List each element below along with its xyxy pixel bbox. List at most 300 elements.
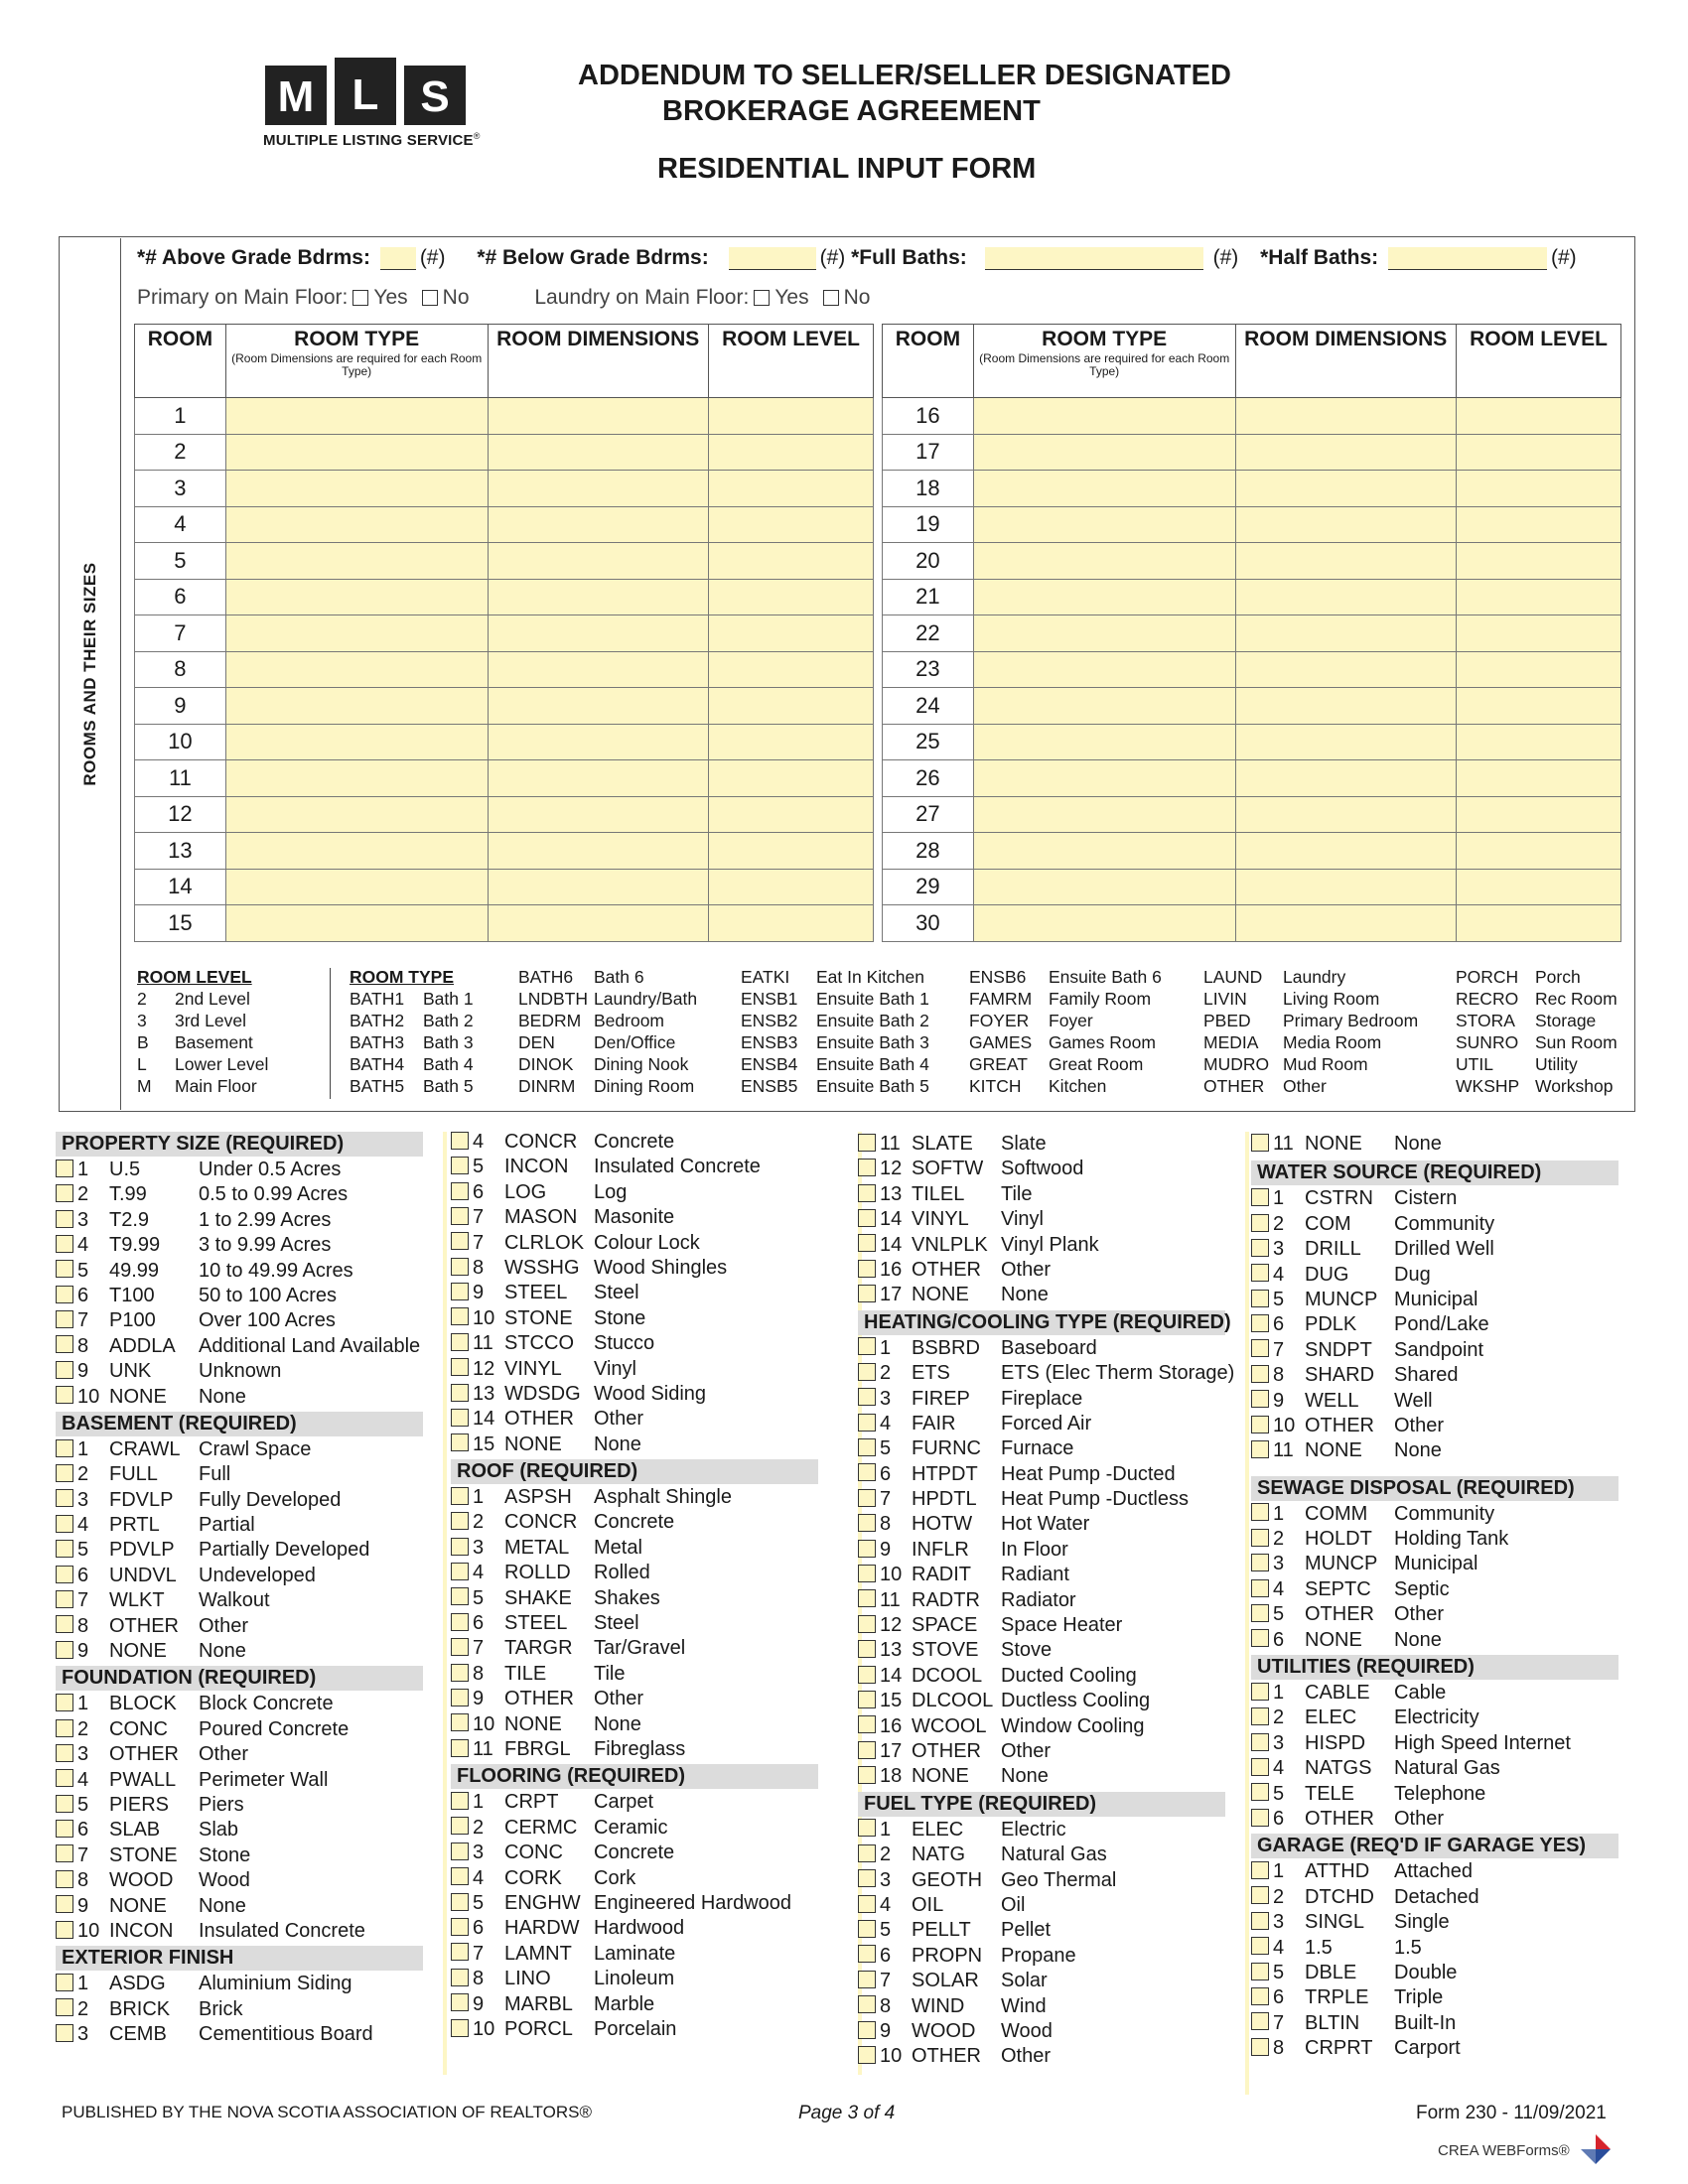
option-checkbox[interactable]: [56, 1160, 73, 1177]
option-row[interactable]: [1251, 1706, 1618, 1730]
option-row[interactable]: [1251, 1731, 1618, 1756]
option-row[interactable]: [56, 1158, 423, 1182]
option-row[interactable]: [56, 1742, 423, 1767]
option-row[interactable]: [56, 1768, 423, 1793]
option-row[interactable]: [56, 1614, 423, 1639]
option-row[interactable]: [56, 1259, 423, 1284]
option-row[interactable]: [1251, 1961, 1618, 1985]
option-checkbox[interactable]: [858, 1489, 876, 1507]
option-row[interactable]: [56, 1385, 423, 1410]
option-row[interactable]: [451, 1155, 818, 1179]
option-checkbox[interactable]: [451, 2019, 469, 2037]
room-level-cell[interactable]: [708, 833, 873, 870]
room-level-cell[interactable]: [708, 651, 873, 688]
option-row[interactable]: [451, 1866, 818, 1891]
option-checkbox[interactable]: [451, 1487, 469, 1505]
option-row[interactable]: [56, 1564, 423, 1588]
option-checkbox[interactable]: [451, 1867, 469, 1885]
option-row[interactable]: [451, 2017, 818, 2042]
option-checkbox[interactable]: [858, 1463, 876, 1481]
room-type-cell[interactable]: [973, 434, 1235, 471]
option-checkbox[interactable]: [56, 1921, 73, 1939]
option-row[interactable]: [858, 1944, 1225, 1969]
room-level-cell[interactable]: [708, 760, 873, 797]
option-row[interactable]: [1251, 1338, 1618, 1363]
option-row[interactable]: [858, 1739, 1225, 1764]
room-type-cell[interactable]: [973, 543, 1235, 580]
option-row[interactable]: [56, 1462, 423, 1487]
room-type-cell[interactable]: [973, 905, 1235, 942]
room-type-cell[interactable]: [225, 760, 488, 797]
option-checkbox[interactable]: [1251, 1683, 1269, 1701]
option-checkbox[interactable]: [1251, 1314, 1269, 1332]
option-row[interactable]: [858, 1487, 1225, 1512]
room-level-cell[interactable]: [708, 905, 873, 942]
option-checkbox[interactable]: [1251, 1963, 1269, 1980]
option-row[interactable]: [451, 1662, 818, 1687]
below-grade-input[interactable]: [729, 247, 816, 270]
option-row[interactable]: [56, 1843, 423, 1868]
option-row[interactable]: [858, 1613, 1225, 1638]
option-checkbox[interactable]: [56, 1719, 73, 1737]
option-checkbox[interactable]: [858, 2021, 876, 2039]
option-checkbox[interactable]: [56, 1974, 73, 1991]
option-row[interactable]: [858, 1538, 1225, 1563]
room-type-cell[interactable]: [225, 869, 488, 905]
option-checkbox[interactable]: [451, 1893, 469, 1911]
option-row[interactable]: [1251, 1681, 1618, 1706]
room-type-cell[interactable]: [225, 615, 488, 652]
room-level-cell[interactable]: [1456, 796, 1620, 833]
option-checkbox[interactable]: [56, 1310, 73, 1328]
option-row[interactable]: [1251, 1237, 1618, 1262]
option-checkbox[interactable]: [858, 1260, 876, 1278]
option-checkbox[interactable]: [451, 1587, 469, 1605]
option-checkbox[interactable]: [858, 1209, 876, 1227]
option-row[interactable]: [451, 1382, 818, 1407]
room-level-cell[interactable]: [708, 615, 873, 652]
option-checkbox[interactable]: [56, 1870, 73, 1888]
option-checkbox[interactable]: [858, 1184, 876, 1202]
option-row[interactable]: [858, 1994, 1225, 2019]
option-checkbox[interactable]: [451, 1307, 469, 1325]
room-dimensions-cell[interactable]: [1235, 905, 1456, 942]
option-checkbox[interactable]: [1251, 1987, 1269, 2005]
option-row[interactable]: [858, 1387, 1225, 1412]
option-checkbox[interactable]: [1251, 1188, 1269, 1206]
option-checkbox[interactable]: [451, 1132, 469, 1150]
option-row[interactable]: [1251, 1885, 1618, 1910]
laundry-no-checkbox[interactable]: [823, 290, 839, 306]
option-checkbox[interactable]: [858, 1438, 876, 1456]
option-checkbox[interactable]: [1251, 1809, 1269, 1827]
option-row[interactable]: [858, 1893, 1225, 1918]
option-row[interactable]: [1251, 1985, 1618, 2010]
primary-no-checkbox[interactable]: [422, 290, 438, 306]
room-level-cell[interactable]: [708, 688, 873, 725]
option-checkbox[interactable]: [858, 1234, 876, 1252]
room-dimensions-cell[interactable]: [488, 905, 708, 942]
option-row[interactable]: [1251, 2011, 1618, 2036]
room-type-cell[interactable]: [973, 760, 1235, 797]
room-level-cell[interactable]: [1456, 760, 1620, 797]
option-checkbox[interactable]: [1251, 1861, 1269, 1879]
option-row[interactable]: [858, 1843, 1225, 1867]
option-row[interactable]: [56, 1182, 423, 1207]
option-checkbox[interactable]: [451, 1843, 469, 1860]
room-type-cell[interactable]: [225, 471, 488, 507]
option-row[interactable]: [1251, 1527, 1618, 1552]
option-row[interactable]: [1251, 1288, 1618, 1312]
room-dimensions-cell[interactable]: [488, 869, 708, 905]
option-row[interactable]: [56, 1334, 423, 1359]
room-dimensions-cell[interactable]: [488, 398, 708, 435]
room-level-cell[interactable]: [1456, 471, 1620, 507]
option-row[interactable]: [858, 1818, 1225, 1843]
above-grade-input[interactable]: [380, 247, 416, 270]
room-level-cell[interactable]: [1456, 688, 1620, 725]
room-level-cell[interactable]: [1456, 398, 1620, 435]
room-level-cell[interactable]: [708, 434, 873, 471]
option-checkbox[interactable]: [451, 1739, 469, 1757]
option-checkbox[interactable]: [858, 1920, 876, 1938]
room-type-cell[interactable]: [973, 615, 1235, 652]
option-row[interactable]: [1251, 1936, 1618, 1961]
option-row[interactable]: [858, 1283, 1225, 1307]
option-row[interactable]: [858, 1233, 1225, 1258]
option-checkbox[interactable]: [1251, 1604, 1269, 1622]
primary-yes-checkbox[interactable]: [352, 290, 368, 306]
room-level-cell[interactable]: [1456, 869, 1620, 905]
room-level-cell[interactable]: [708, 506, 873, 543]
option-checkbox[interactable]: [56, 1615, 73, 1633]
room-type-cell[interactable]: [225, 543, 488, 580]
option-checkbox[interactable]: [1251, 1264, 1269, 1282]
room-type-cell[interactable]: [973, 579, 1235, 615]
option-row[interactable]: [451, 1916, 818, 1941]
option-checkbox[interactable]: [858, 1715, 876, 1733]
option-row[interactable]: [56, 1639, 423, 1664]
option-checkbox[interactable]: [858, 1514, 876, 1532]
option-row[interactable]: [56, 1919, 423, 1944]
room-level-cell[interactable]: [1456, 579, 1620, 615]
option-row[interactable]: [1251, 1132, 1618, 1157]
room-type-cell[interactable]: [973, 471, 1235, 507]
option-row[interactable]: [451, 1891, 818, 1916]
option-checkbox[interactable]: [1251, 1503, 1269, 1521]
option-checkbox[interactable]: [451, 1817, 469, 1835]
option-checkbox[interactable]: [56, 1769, 73, 1787]
option-checkbox[interactable]: [451, 1713, 469, 1731]
option-row[interactable]: [451, 1687, 818, 1711]
option-row[interactable]: [858, 1258, 1225, 1283]
option-checkbox[interactable]: [858, 1388, 876, 1406]
option-checkbox[interactable]: [56, 1286, 73, 1303]
option-checkbox[interactable]: [451, 1689, 469, 1706]
option-row[interactable]: [451, 1510, 818, 1535]
room-dimensions-cell[interactable]: [1235, 543, 1456, 580]
room-dimensions-cell[interactable]: [488, 543, 708, 580]
option-checkbox[interactable]: [56, 1361, 73, 1379]
option-row[interactable]: [858, 1462, 1225, 1487]
option-row[interactable]: [1251, 1602, 1618, 1627]
room-level-cell[interactable]: [1456, 724, 1620, 760]
room-level-cell[interactable]: [1456, 506, 1620, 543]
option-checkbox[interactable]: [1251, 1290, 1269, 1307]
option-row[interactable]: [451, 1816, 818, 1841]
option-row[interactable]: [1251, 1312, 1618, 1337]
option-checkbox[interactable]: [451, 1613, 469, 1631]
option-row[interactable]: [1251, 1414, 1618, 1438]
option-checkbox[interactable]: [56, 1489, 73, 1507]
room-type-cell[interactable]: [225, 398, 488, 435]
option-checkbox[interactable]: [858, 1819, 876, 1837]
option-checkbox[interactable]: [1251, 1339, 1269, 1357]
option-row[interactable]: [451, 1942, 818, 1967]
option-checkbox[interactable]: [56, 1795, 73, 1813]
option-row[interactable]: [451, 1205, 818, 1230]
room-level-cell[interactable]: [1456, 615, 1620, 652]
option-checkbox[interactable]: [451, 1664, 469, 1682]
laundry-yes-checkbox[interactable]: [754, 290, 770, 306]
option-checkbox[interactable]: [858, 1945, 876, 1963]
room-dimensions-cell[interactable]: [1235, 760, 1456, 797]
option-checkbox[interactable]: [1251, 2038, 1269, 2056]
option-row[interactable]: [858, 1664, 1225, 1689]
option-row[interactable]: [1251, 1859, 1618, 1884]
option-checkbox[interactable]: [858, 1540, 876, 1558]
option-row[interactable]: [858, 1132, 1225, 1157]
option-row[interactable]: [451, 1586, 818, 1611]
option-row[interactable]: [56, 1359, 423, 1384]
room-dimensions-cell[interactable]: [1235, 651, 1456, 688]
option-checkbox[interactable]: [858, 1589, 876, 1607]
option-checkbox[interactable]: [451, 1918, 469, 1936]
option-row[interactable]: [451, 1737, 818, 1762]
room-dimensions-cell[interactable]: [1235, 398, 1456, 435]
room-dimensions-cell[interactable]: [1235, 869, 1456, 905]
room-type-cell[interactable]: [225, 434, 488, 471]
option-checkbox[interactable]: [1251, 1758, 1269, 1776]
room-type-cell[interactable]: [225, 688, 488, 725]
option-row[interactable]: [858, 1336, 1225, 1361]
option-checkbox[interactable]: [56, 1386, 73, 1404]
option-checkbox[interactable]: [1251, 1390, 1269, 1408]
option-checkbox[interactable]: [858, 1869, 876, 1887]
option-checkbox[interactable]: [56, 1184, 73, 1202]
option-row[interactable]: [56, 1233, 423, 1258]
option-checkbox[interactable]: [56, 1515, 73, 1533]
option-checkbox[interactable]: [858, 1565, 876, 1582]
room-type-cell[interactable]: [225, 796, 488, 833]
option-checkbox[interactable]: [451, 1969, 469, 1986]
option-row[interactable]: [451, 1433, 818, 1457]
option-row[interactable]: [451, 1636, 818, 1661]
option-checkbox[interactable]: [1251, 1579, 1269, 1597]
option-row[interactable]: [56, 1588, 423, 1613]
option-checkbox[interactable]: [451, 1333, 469, 1351]
option-checkbox[interactable]: [451, 1207, 469, 1225]
option-checkbox[interactable]: [56, 1744, 73, 1762]
option-row[interactable]: [451, 1130, 818, 1155]
room-type-cell[interactable]: [973, 869, 1235, 905]
option-checkbox[interactable]: [858, 1741, 876, 1759]
option-checkbox[interactable]: [56, 2024, 73, 2042]
option-row[interactable]: [858, 2019, 1225, 2044]
option-checkbox[interactable]: [858, 1666, 876, 1684]
option-checkbox[interactable]: [858, 1895, 876, 1913]
option-checkbox[interactable]: [451, 1993, 469, 2011]
option-row[interactable]: [56, 1868, 423, 1893]
option-row[interactable]: [1251, 1628, 1618, 1653]
option-row[interactable]: [858, 1436, 1225, 1461]
option-row[interactable]: [858, 1512, 1225, 1537]
option-row[interactable]: [451, 1790, 818, 1815]
room-dimensions-cell[interactable]: [1235, 796, 1456, 833]
option-row[interactable]: [56, 1538, 423, 1563]
option-checkbox[interactable]: [858, 1363, 876, 1381]
option-checkbox[interactable]: [56, 1820, 73, 1838]
option-row[interactable]: [858, 1563, 1225, 1587]
room-dimensions-cell[interactable]: [1235, 506, 1456, 543]
room-type-cell[interactable]: [225, 905, 488, 942]
option-row[interactable]: [1251, 1910, 1618, 1935]
option-row[interactable]: [1251, 2036, 1618, 2061]
option-checkbox[interactable]: [56, 1464, 73, 1482]
option-row[interactable]: [858, 1969, 1225, 1993]
room-type-cell[interactable]: [973, 724, 1235, 760]
option-checkbox[interactable]: [451, 1384, 469, 1402]
room-level-cell[interactable]: [708, 869, 873, 905]
room-type-cell[interactable]: [973, 796, 1235, 833]
room-level-cell[interactable]: [708, 796, 873, 833]
room-level-cell[interactable]: [708, 579, 873, 615]
option-checkbox[interactable]: [1251, 2012, 1269, 2030]
option-checkbox[interactable]: [858, 1995, 876, 2013]
option-checkbox[interactable]: [1251, 1239, 1269, 1257]
option-row[interactable]: [858, 1412, 1225, 1436]
option-checkbox[interactable]: [1251, 1783, 1269, 1801]
room-dimensions-cell[interactable]: [488, 651, 708, 688]
option-row[interactable]: [1251, 1212, 1618, 1237]
room-type-cell[interactable]: [225, 833, 488, 870]
room-level-cell[interactable]: [708, 543, 873, 580]
option-row[interactable]: [1251, 1263, 1618, 1288]
option-row[interactable]: [451, 1180, 818, 1205]
option-checkbox[interactable]: [451, 1538, 469, 1556]
option-row[interactable]: [858, 1361, 1235, 1386]
option-checkbox[interactable]: [451, 1232, 469, 1250]
option-checkbox[interactable]: [56, 1540, 73, 1558]
option-row[interactable]: [451, 1331, 818, 1356]
option-row[interactable]: [1251, 1782, 1618, 1807]
option-checkbox[interactable]: [451, 1258, 469, 1276]
option-row[interactable]: [1251, 1756, 1618, 1781]
room-level-cell[interactable]: [1456, 651, 1620, 688]
room-dimensions-cell[interactable]: [1235, 434, 1456, 471]
option-checkbox[interactable]: [56, 1895, 73, 1913]
full-baths-input[interactable]: [985, 247, 1203, 270]
option-row[interactable]: [858, 1918, 1225, 1943]
option-checkbox[interactable]: [1251, 1134, 1269, 1152]
option-checkbox[interactable]: [451, 1433, 469, 1451]
room-type-cell[interactable]: [973, 398, 1235, 435]
option-checkbox[interactable]: [858, 1691, 876, 1708]
option-row[interactable]: [56, 1972, 423, 1996]
room-level-cell[interactable]: [1456, 434, 1620, 471]
option-row[interactable]: [56, 1208, 423, 1233]
option-checkbox[interactable]: [858, 1159, 876, 1176]
option-checkbox[interactable]: [451, 1157, 469, 1174]
room-dimensions-cell[interactable]: [1235, 688, 1456, 725]
option-checkbox[interactable]: [1251, 1707, 1269, 1725]
room-dimensions-cell[interactable]: [488, 471, 708, 507]
option-checkbox[interactable]: [1251, 1937, 1269, 1955]
option-checkbox[interactable]: [56, 1590, 73, 1608]
option-checkbox[interactable]: [1251, 1416, 1269, 1433]
room-level-cell[interactable]: [708, 724, 873, 760]
option-row[interactable]: [56, 1284, 423, 1308]
option-checkbox[interactable]: [1251, 1554, 1269, 1571]
option-row[interactable]: [451, 1712, 818, 1737]
option-checkbox[interactable]: [451, 1792, 469, 1810]
option-checkbox[interactable]: [56, 1998, 73, 2016]
option-checkbox[interactable]: [1251, 1214, 1269, 1232]
option-checkbox[interactable]: [1251, 1365, 1269, 1383]
option-checkbox[interactable]: [451, 1943, 469, 1961]
option-checkbox[interactable]: [1251, 1529, 1269, 1547]
option-row[interactable]: [451, 1357, 818, 1382]
option-checkbox[interactable]: [858, 1414, 876, 1432]
option-checkbox[interactable]: [858, 2046, 876, 2064]
room-dimensions-cell[interactable]: [488, 434, 708, 471]
option-row[interactable]: [56, 1894, 423, 1919]
room-level-cell[interactable]: [1456, 833, 1620, 870]
option-checkbox[interactable]: [858, 1844, 876, 1862]
room-dimensions-cell[interactable]: [488, 796, 708, 833]
option-checkbox[interactable]: [451, 1358, 469, 1376]
option-row[interactable]: [858, 2044, 1225, 2069]
option-checkbox[interactable]: [56, 1844, 73, 1862]
option-row[interactable]: [451, 1561, 818, 1585]
option-row[interactable]: [56, 1793, 423, 1818]
option-row[interactable]: [1251, 1363, 1618, 1388]
option-row[interactable]: [858, 1157, 1225, 1181]
option-checkbox[interactable]: [1251, 1912, 1269, 1930]
option-checkbox[interactable]: [451, 1638, 469, 1656]
room-type-cell[interactable]: [225, 579, 488, 615]
room-type-cell[interactable]: [973, 688, 1235, 725]
option-checkbox[interactable]: [858, 1971, 876, 1988]
option-row[interactable]: [451, 1407, 818, 1432]
option-row[interactable]: [858, 1182, 1225, 1207]
option-row[interactable]: [858, 1764, 1225, 1789]
option-checkbox[interactable]: [451, 1409, 469, 1427]
option-row[interactable]: [451, 1992, 818, 2017]
half-baths-input[interactable]: [1388, 247, 1547, 270]
option-checkbox[interactable]: [56, 1210, 73, 1228]
room-level-cell[interactable]: [1456, 543, 1620, 580]
option-checkbox[interactable]: [858, 1337, 876, 1355]
room-dimensions-cell[interactable]: [1235, 724, 1456, 760]
option-row[interactable]: [451, 1967, 818, 1991]
room-dimensions-cell[interactable]: [488, 724, 708, 760]
option-checkbox[interactable]: [56, 1260, 73, 1278]
option-checkbox[interactable]: [858, 1285, 876, 1302]
option-row[interactable]: [451, 1536, 818, 1561]
option-row[interactable]: [858, 1638, 1225, 1663]
option-checkbox[interactable]: [858, 1615, 876, 1633]
